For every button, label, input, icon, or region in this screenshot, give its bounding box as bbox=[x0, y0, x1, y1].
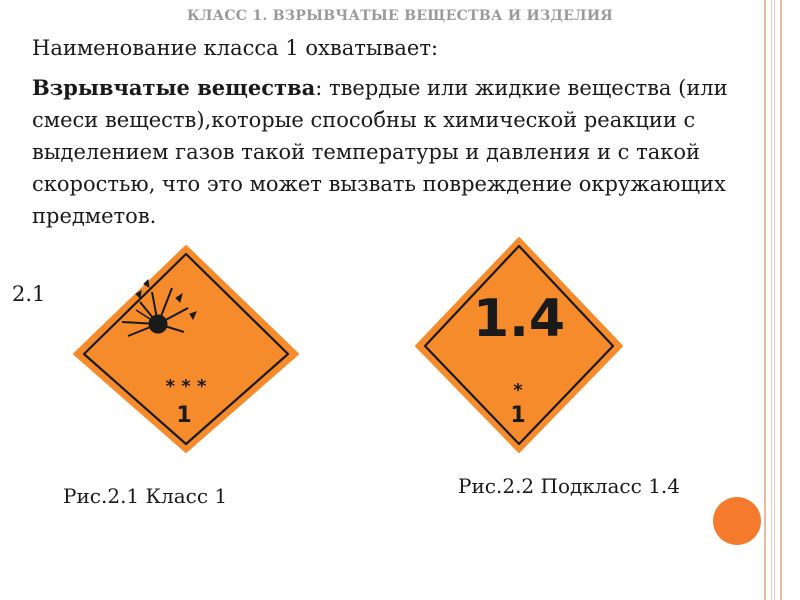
slide-title: КЛАСС 1. ВЗРЫВЧАТЫЕ ВЕЩЕСТВА И ИЗДЕЛИЯ bbox=[186, 8, 614, 24]
division-1-4-sign bbox=[414, 236, 624, 454]
definition-text: : твердые или жидкие вещества (или смеси веществ),которые способны к химической реакции с выделением газов такой температуры и давления и с такой скоростью, что это может вызвать повреждение окружающих предметов. bbox=[32, 76, 728, 228]
sign-class-number: 1 bbox=[510, 403, 526, 428]
intro-text: Наименование класса 1 охватывает: bbox=[32, 36, 439, 60]
sign-class-number: 1 bbox=[176, 403, 192, 428]
sign-division-number: 1.4 bbox=[472, 289, 566, 349]
explosive-class1-sign bbox=[72, 244, 300, 454]
definition-term: Взрывчатые вещества bbox=[32, 75, 316, 100]
sign-stars: * bbox=[513, 380, 523, 401]
figure-caption-1: Рис.2.1 Класс 1 bbox=[63, 484, 228, 508]
figure-caption-2: Рис.2.2 Подкласс 1.4 bbox=[458, 474, 681, 498]
subclass-number: 2.1 bbox=[12, 282, 46, 306]
sign-stars: * * * bbox=[165, 376, 207, 397]
accent-circle bbox=[713, 497, 761, 545]
definition-paragraph bbox=[32, 72, 762, 232]
slide-border-decoration bbox=[764, 0, 782, 600]
